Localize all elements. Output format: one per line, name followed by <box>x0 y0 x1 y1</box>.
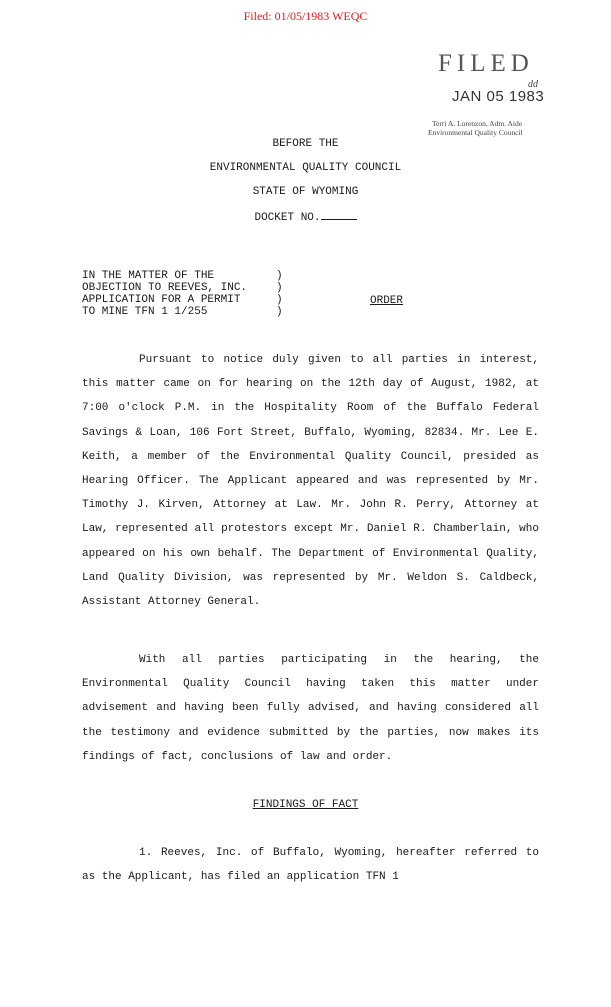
docket-number <box>0 210 611 224</box>
stamp-aide-name: Terri A. Lorenzon, Adm. Aide <box>432 119 523 128</box>
body-paragraph-2: With all parties participating in the hearing, the Environmental Quality Council having taken this matter under advisement and having been fully advised, and having considered all the testimony and evidence submitted by the parties, now makes its findings of fact, conclusions of law and order. <box>82 654 539 763</box>
caption-brackets <box>276 270 283 318</box>
caption-bracket: ) <box>276 282 283 294</box>
findings-of-fact-heading: FINDINGS OF FACT <box>252 799 359 811</box>
stamp-aide-council: Environmental Quality Council <box>428 128 523 137</box>
heading-before: BEFORE THE <box>272 138 339 150</box>
docket-blank <box>321 210 357 220</box>
heading-council: ENVIRONMENTAL QUALITY COUNCIL <box>209 162 402 174</box>
filed-header: Filed: 01/05/1983 WEQC <box>243 9 368 23</box>
caption-bracket: ) <box>276 270 283 282</box>
case-caption <box>82 270 247 318</box>
stamp-initials: dd <box>528 79 538 90</box>
caption-bracket: ) <box>276 306 283 318</box>
order-title: ORDER <box>370 295 404 307</box>
heading-state: STATE OF WYOMING <box>252 186 359 198</box>
filed-stamp-date: JAN 05 1983 <box>452 88 545 105</box>
body-paragraph-3: 1. Reeves, Inc. of Buffalo, Wyoming, hereafter referred to as the Applicant, has filed an application TFN 1 <box>82 847 539 884</box>
caption-line: OBJECTION TO REEVES, INC. <box>82 282 248 294</box>
caption-line: IN THE MATTER OF THE <box>82 270 215 282</box>
docket-label: DOCKET NO. <box>254 212 321 224</box>
stamp-aide-block <box>428 119 523 137</box>
caption-line: APPLICATION FOR A PERMIT <box>82 294 241 306</box>
caption-line: TO MINE TFN 1 1/255 <box>82 306 208 318</box>
caption-bracket: ) <box>276 294 283 306</box>
filed-stamp-word: FILED <box>438 50 534 77</box>
body-paragraph-1: Pursuant to notice duly given to all parties in interest, this matter came on for hearing on the 12th day of August, 1982, at 7:00 o'clock P.M. in the Hospitality Room of the Buffalo Federal Savings & Loan, 106 Fort Street, Buffalo, Wyoming, 82834. Mr. Lee E. Keith, a member of the Environmental Quality Council, presided as Hearing Officer. The Applicant appeared and was represented by Mr. Timothy J. Kirven, Attorney at Law. Mr. John R. Perry, Attorney at Law, represented all protestors except Mr. Daniel R. Chamberlain, who appeared on his own behalf. The Department of Environmental Quality, Land Quality Division, was represented by Mr. Weldon S. Caldbeck, Assistant Attorney General. <box>82 354 539 609</box>
